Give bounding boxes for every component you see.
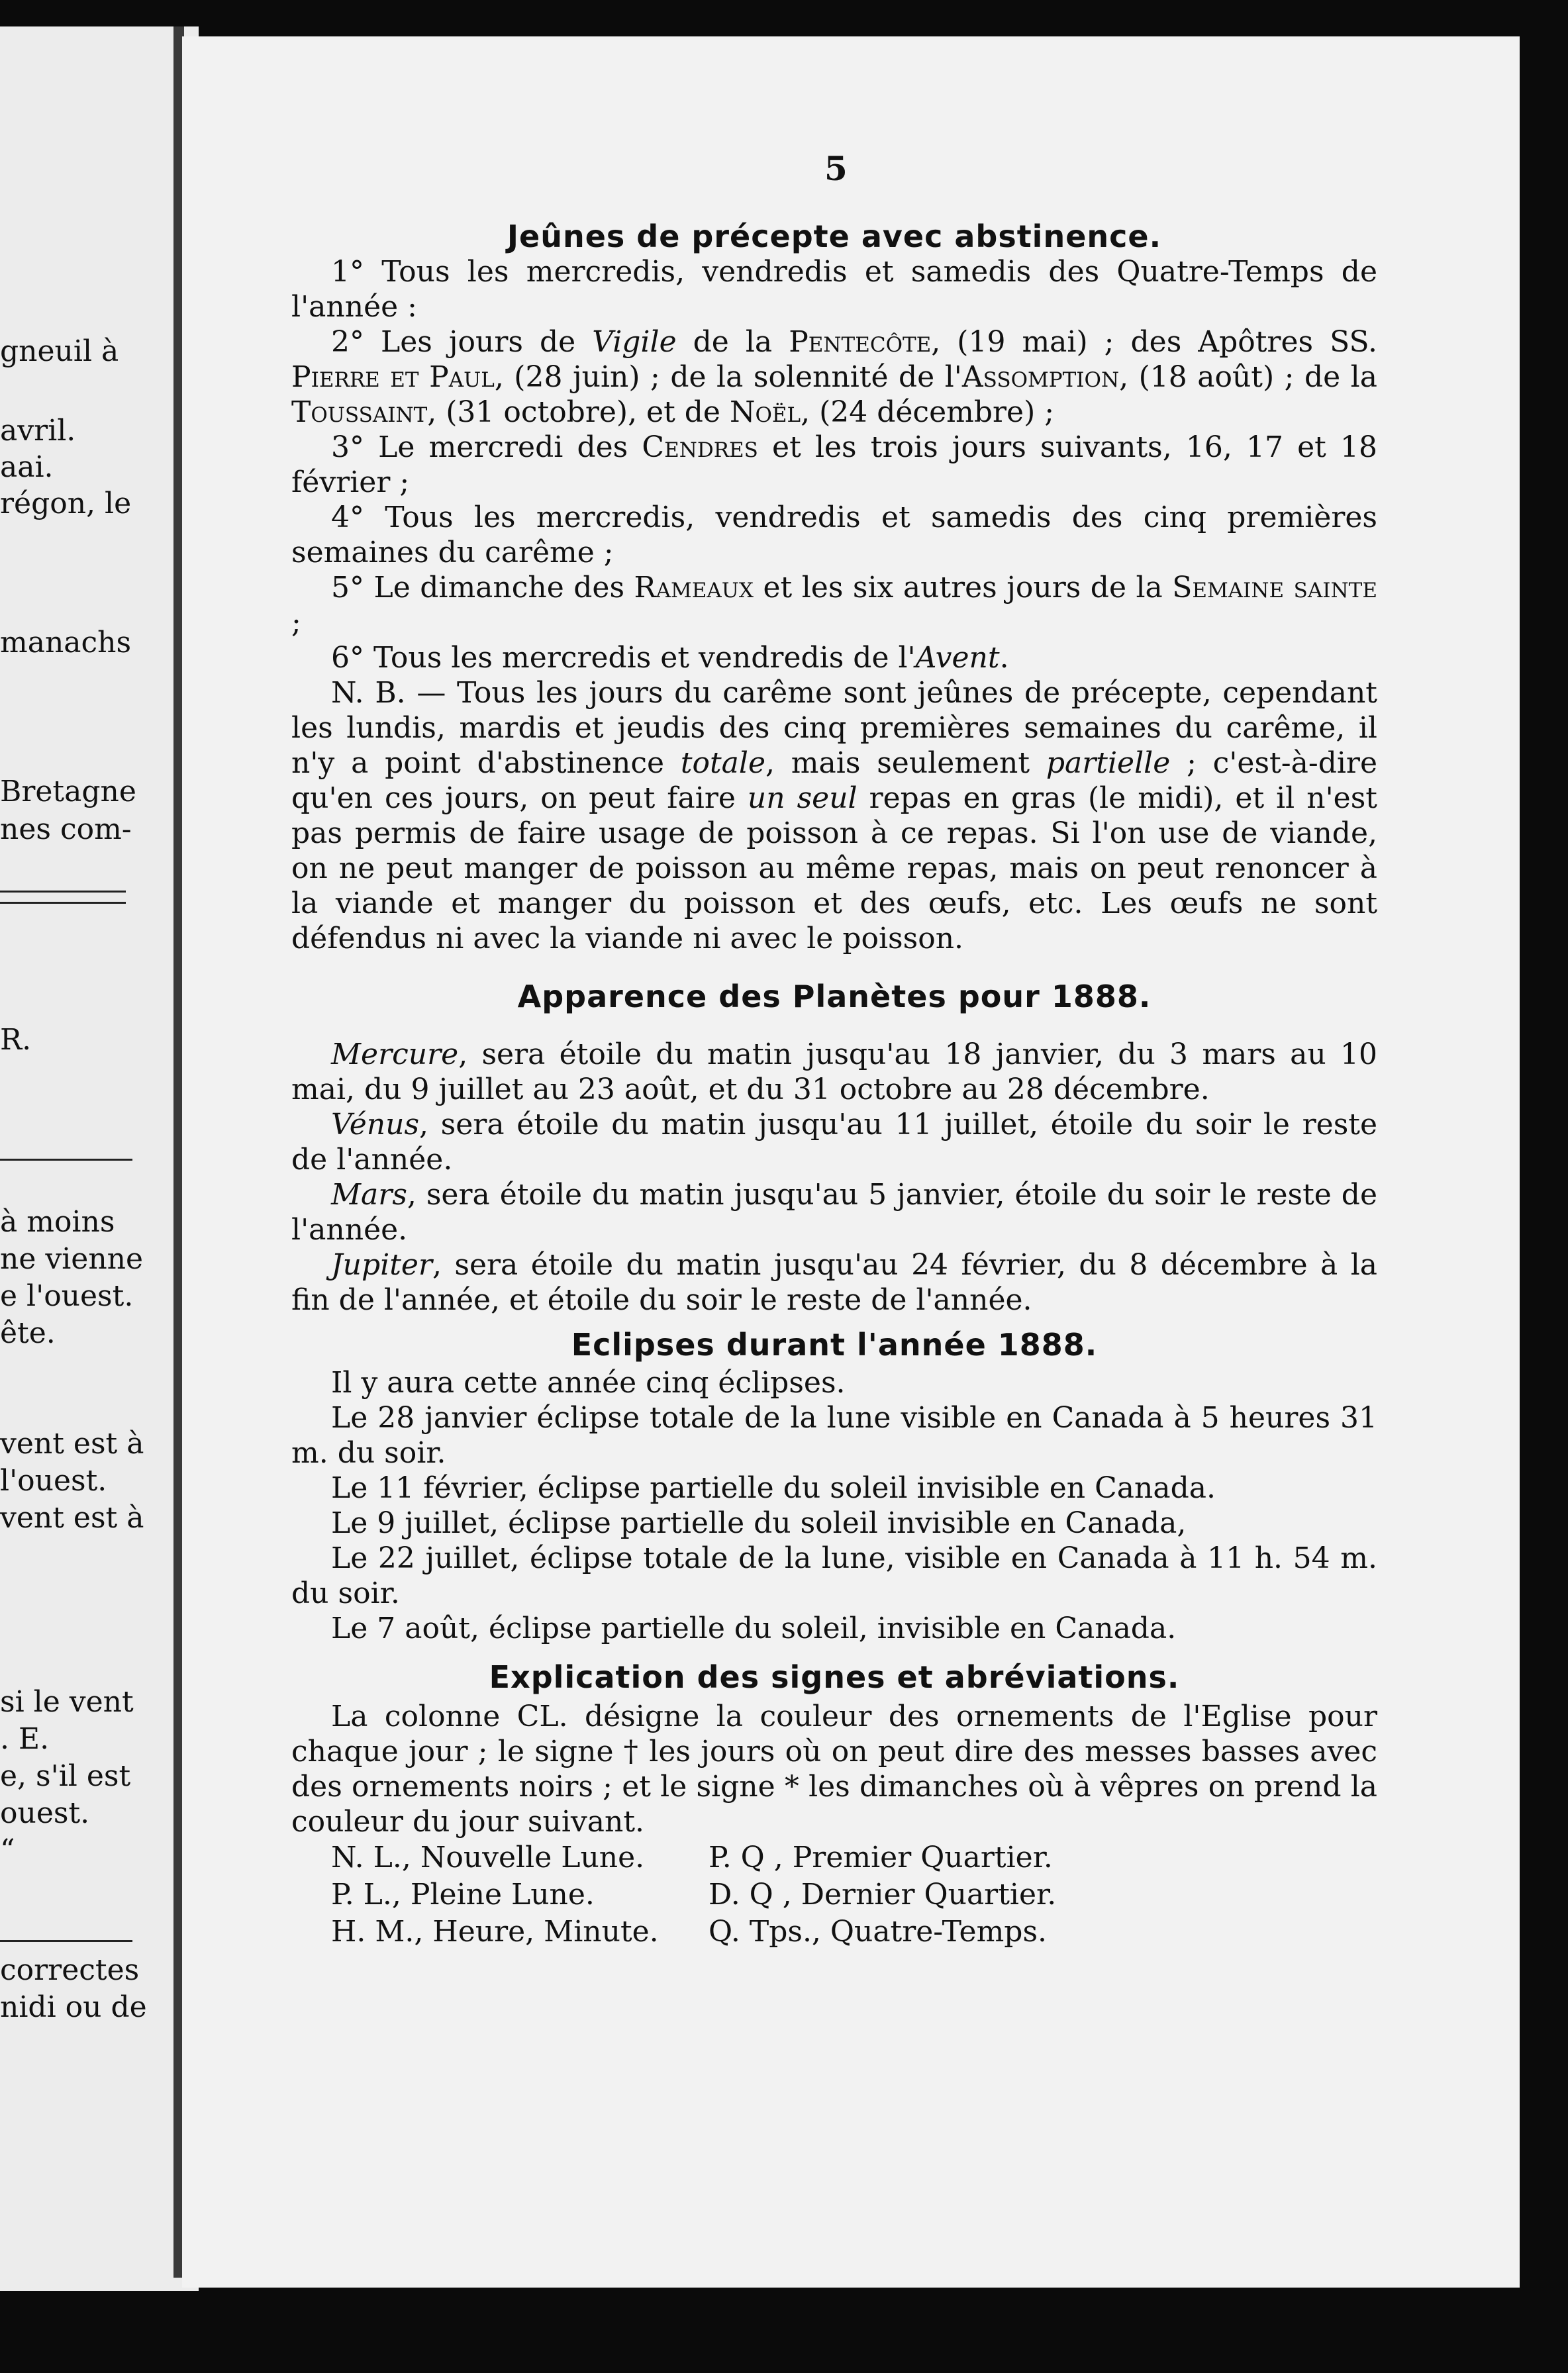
planets-heading: Apparence des Planètes pour 1888.: [517, 979, 1152, 1014]
eclipse-line: Le 7 août, éclipse partielle du soleil, invisible en Canada.: [331, 1612, 1177, 1645]
fasting-item-5: 5° Le dimanche des Rameaux et les six autres jours de la Semaine sainte ;: [291, 571, 1377, 640]
planet-venus: Vénus, sera étoile du matin jusqu'au 11 juillet, étoile du soir le reste de l'année.: [291, 1108, 1377, 1177]
signs-paragraph: La colonne CL. désigne la couleur des ornements de l'Eglise pour chaque jour ; le signe † les jours où on peut dire des messes basses avec des ornements noirs ; et le signe * les dimanches où à vêpres on prend la couleur du jour suivant.: [291, 1700, 1377, 1839]
rule-line: [0, 1159, 132, 1161]
fasting-heading: Jeûnes de précepte avec abstinence.: [507, 218, 1162, 254]
left-page-line: vent est à: [0, 1427, 144, 1461]
eclipse-line: Le 9 juillet, éclipse partielle du soleil invisible en Canada,: [331, 1506, 1187, 1540]
page-content: [291, 218, 1377, 1951]
left-page-line: ête.: [0, 1316, 56, 1350]
eclipse-line: Il y aura cette année cinq éclipses.: [331, 1366, 846, 1400]
signs-heading: Explication des signes et abréviations.: [489, 1659, 1180, 1695]
fasting-item-6: 6° Tous les mercredis et vendredis de l'Avent.: [331, 641, 1009, 675]
left-page-line: si le vent: [0, 1685, 134, 1719]
abbrev-left: H. M., Heure, Minute.: [331, 1915, 659, 1949]
abbrev-row: [291, 1913, 1377, 1951]
left-page-line: nes com-: [0, 812, 132, 846]
left-page-line: régon, le: [0, 487, 132, 520]
left-page-line: “: [0, 1833, 15, 1867]
page-number: 5: [824, 149, 848, 188]
abbrev-row: [291, 1876, 1377, 1913]
left-page-line: l'ouest.: [0, 1464, 107, 1498]
abbrev-left: P. L., Pleine Lune.: [331, 1878, 595, 1912]
left-page-line: R.: [0, 1023, 32, 1057]
left-page-line: gneuil à: [0, 334, 119, 368]
left-page-line: e l'ouest.: [0, 1279, 134, 1313]
fasting-note: N. B. — Tous les jours du carême sont jeûnes de précepte, cependant les lundis, mardis et jeudis des cinq premières semaines du carême, il n'y a point d'abstinence totale, mais seulement partielle ; c'est-à-dire qu'en ces jours, on peut faire un seul repas en gras (le midi), et il n'est pas permis de faire usage de poisson à ce repas. Si l'on use de viande, on ne peut manger de poisson au même repas, mais on peut renoncer à la viande et manger du poisson et des œufs, etc. Les œufs ne sont défendus ni avec la viande ni avec le poisson.: [291, 676, 1378, 955]
planet-jupiter: Jupiter, sera étoile du matin jusqu'au 24 février, du 8 décembre à la fin de l'année, et étoile du soir le reste de l'année.: [291, 1248, 1377, 1317]
left-page-line: à moins: [0, 1205, 115, 1239]
left-page-line: avril.: [0, 414, 76, 448]
left-page-line: . E.: [0, 1722, 50, 1756]
rule-line: [0, 891, 126, 893]
left-page-line: aai.: [0, 450, 54, 484]
rule-line: [0, 902, 126, 904]
left-page-line: ouest.: [0, 1796, 90, 1830]
abbrev-left: N. L., Nouvelle Lune.: [331, 1841, 645, 1874]
left-page-line: vent est à: [0, 1501, 144, 1535]
left-page-line: correctes: [0, 1953, 140, 1987]
abbrev-right: Q. Tps., Quatre-Temps.: [709, 1915, 1048, 1949]
eclipse-line: Le 22 juillet, éclipse totale de la lune, visible en Canada à 11 h. 54 m. du soir.: [291, 1541, 1377, 1610]
left-page-line: nidi ou de: [0, 1990, 147, 2024]
abbrev-row: [291, 1839, 1377, 1876]
abbrev-right: P. Q , Premier Quartier.: [709, 1841, 1053, 1874]
abbrev-right: D. Q , Dernier Quartier.: [709, 1878, 1057, 1912]
left-page-line: manachs: [0, 626, 132, 659]
left-page-line: ne vienne: [0, 1242, 144, 1276]
fasting-item-2: 2° Les jours de Vigile de la Pentecôte, (19 mai) ; des Apôtres SS. Pierre et Paul, (28 juin) ; de la solennité de l'Assomption, (18 août) ; de la Toussaint, (31 octobre), et de Noël, (24 décembre) ;: [291, 325, 1378, 429]
planet-mars: Mars, sera étoile du matin jusqu'au 5 janvier, étoile du soir le reste de l'année.: [291, 1178, 1377, 1247]
eclipses-heading: Eclipses durant l'année 1888.: [571, 1327, 1098, 1363]
eclipse-line: Le 28 janvier éclipse totale de la lune visible en Canada à 5 heures 31 m. du soir.: [291, 1401, 1377, 1470]
rule-line: [0, 1940, 132, 1942]
left-page-line: e, s'il est: [0, 1759, 131, 1793]
fasting-item-3: 3° Le mercredi des Cendres et les trois jours suivants, 16, 17 et 18 février ;: [291, 430, 1377, 499]
fasting-item-1: 1° Tous les mercredis, vendredis et samedis des Quatre-Temps de l'année :: [291, 255, 1377, 324]
fasting-item-4: 4° Tous les mercredis, vendredis et samedis des cinq premières semaines du carême ;: [291, 501, 1377, 569]
eclipse-line: Le 11 février, éclipse partielle du soleil invisible en Canada.: [331, 1471, 1216, 1505]
left-page-line: Bretagne: [0, 775, 136, 808]
planet-mercure: Mercure, sera étoile du matin jusqu'au 18 janvier, du 3 mars au 10 mai, du 9 juillet au 23 août, et du 31 octobre au 28 décembre.: [291, 1038, 1377, 1106]
